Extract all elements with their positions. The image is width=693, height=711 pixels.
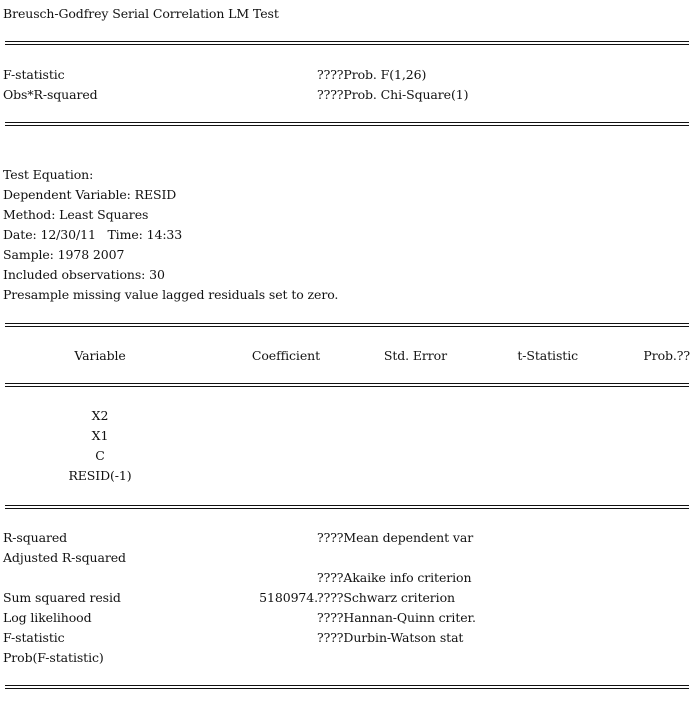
estimation-date: Date: 12/30/11 Time: 14:33 <box>3 227 183 242</box>
divider <box>5 122 689 123</box>
table-row-variable: RESID(-1) <box>68 468 132 483</box>
stat-prob-chisq: ????Prob. Chi-Square(1) <box>317 87 469 102</box>
summary-label-loglik: Log likelihood <box>3 610 92 625</box>
presample-note: Presample missing value lagged residuals set to zero. <box>3 287 339 302</box>
summary-label-prob-fstat: Prob(F-statistic) <box>3 650 104 665</box>
divider <box>5 386 689 387</box>
summary-label-mean-dep: ????Mean dependent var <box>317 530 474 545</box>
summary-label-schwarz: ????Schwarz criterion <box>317 590 455 605</box>
col-header-t-statistic: t-Statistic <box>517 348 578 363</box>
test-title: Breusch-Godfrey Serial Correlation LM Test <box>3 6 279 21</box>
summary-value-ssr: 5180974. <box>259 590 318 605</box>
summary-label-rsquared: R-squared <box>3 530 68 545</box>
divider <box>5 685 689 686</box>
summary-label-durbin-watson: ????Durbin-Watson stat <box>317 630 464 645</box>
summary-label-akaike: ????Akaike info criterion <box>317 570 472 585</box>
divider <box>5 44 689 45</box>
estimation-method: Method: Least Squares <box>3 207 149 222</box>
summary-label-adj-rsquared: Adjusted R-squared <box>3 550 126 565</box>
col-header-variable: Variable <box>74 348 126 363</box>
table-row-variable: C <box>95 448 105 463</box>
test-equation-heading: Test Equation: <box>3 167 94 182</box>
stat-label-fstat: F-statistic <box>3 67 65 82</box>
sample-range: Sample: 1978 2007 <box>3 247 125 262</box>
divider <box>5 508 689 509</box>
included-observations: Included observations: 30 <box>3 267 165 282</box>
dependent-variable: Dependent Variable: RESID <box>3 187 177 202</box>
col-header-coefficient: Coefficient <box>251 348 320 363</box>
stat-prob-f: ????Prob. F(1,26) <box>317 67 427 82</box>
table-row-variable: X2 <box>91 408 109 423</box>
divider <box>5 383 689 384</box>
table-row-variable: X1 <box>91 428 109 443</box>
col-header-prob: Prob.?? <box>643 348 690 363</box>
divider <box>5 41 689 42</box>
summary-label-fstat: F-statistic <box>3 630 65 645</box>
summary-label-hannan-quinn: ????Hannan-Quinn criter. <box>317 610 476 625</box>
divider <box>5 688 689 689</box>
stat-label-obs-rsq: Obs*R-squared <box>3 87 98 102</box>
divider <box>5 125 689 126</box>
col-header-std-error: Std. Error <box>383 348 447 363</box>
summary-label-ssr: Sum squared resid <box>3 590 121 605</box>
divider <box>5 326 689 327</box>
divider <box>5 505 689 506</box>
divider <box>5 323 689 324</box>
